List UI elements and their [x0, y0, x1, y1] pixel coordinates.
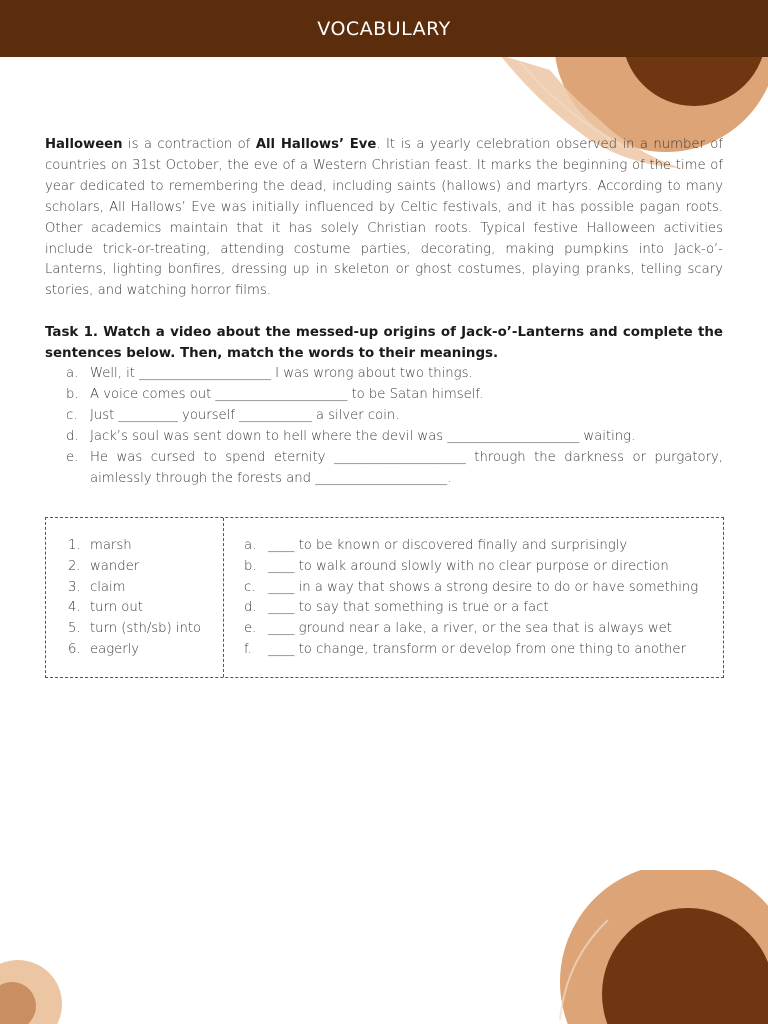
sentence-item [45, 385, 723, 406]
meaning-marker: f. [244, 641, 252, 657]
intro-text-2: . It is a yearly celebration observed in a number of countries on 31st October, the eve of a Western Christian feast. It marks the beginning of the time of year dedicated to remembering the dead, including saints (hallows) and martyrs. According to many scholars, All Hallows’ Eve was initially influenced by Celtic festivals, and it has possible pagan roots. Other academics maintain that it has solely Christian roots. Typical festive Halloween activities include trick-or-treating, attending costume parties, decorating, making pumpkins into Jack-o’-Lanterns, lighting bonfires, dressing up in skeleton or ghost costumes, playing pranks, telling scary stories, and watching horror films. [45, 137, 724, 299]
sentence-item [45, 364, 723, 385]
word-text: eagerly [90, 641, 140, 657]
main-content [45, 135, 723, 490]
word-item [68, 557, 201, 578]
sentence-item [45, 406, 723, 427]
word-item [68, 640, 201, 661]
meaning-item [244, 619, 698, 640]
meaning-item [244, 557, 698, 578]
word-list [68, 536, 201, 661]
meaning-item [244, 578, 698, 599]
word-number: 4. [68, 600, 81, 616]
meaning-item [244, 536, 698, 557]
word-text: wander [90, 558, 140, 574]
word-text: turn (sth/sb) into [90, 621, 202, 637]
word-number: 6. [68, 641, 81, 657]
table-divider [223, 518, 224, 677]
word-item [68, 536, 201, 557]
sentence-text: Well, it ____________________ I was wrong about two things. [90, 366, 473, 382]
sentence-text: Jack’s soul was sent down to hell where the devil was ____________________ waiting. [90, 428, 636, 444]
meaning-text: ____ to say that something is true or a fact [268, 600, 549, 616]
word-text: turn out [90, 600, 143, 616]
meaning-marker: a. [244, 538, 257, 553]
bottom-right-brush-decoration [548, 870, 768, 1024]
header-bar [0, 0, 768, 57]
meaning-marker: c. [244, 579, 256, 595]
word-number: 1. [68, 538, 81, 553]
meaning-item [244, 640, 698, 661]
meaning-text: ____ ground near a lake, a river, or the sea that is always wet [268, 621, 672, 637]
meaning-item [244, 598, 698, 619]
word-item [68, 578, 201, 599]
word-number: 5. [68, 621, 81, 637]
intro-paragraph [45, 135, 723, 302]
sentence-marker: e. [66, 449, 79, 465]
bottom-left-brush-decoration [0, 954, 64, 1024]
sentence-marker: a. [66, 366, 79, 382]
meaning-text: ____ to be known or discovered finally and surprisingly [268, 538, 628, 553]
term-all-hallows-eve: All Hallows’ Eve [255, 137, 377, 152]
word-text: marsh [90, 538, 132, 553]
meaning-text: ____ in a way that shows a strong desire to do or have something [268, 579, 699, 595]
sentence-marker: c. [66, 408, 78, 424]
meaning-text: ____ to change, transform or develop from one thing to another [268, 641, 686, 657]
page-title: VOCABULARY [317, 18, 451, 40]
intro-text-1: is a contraction of [122, 137, 256, 152]
word-item [68, 619, 201, 640]
meaning-list [244, 536, 698, 661]
sentence-text: A voice comes out ____________________ to be Satan himself. [90, 387, 484, 403]
word-number: 2. [68, 558, 81, 574]
sentence-item [45, 448, 723, 490]
sentence-text: Just _________ yourself ___________ a silver coin. [90, 408, 400, 424]
task-title: Task 1. Watch a video about the messed-up origins of Jack-o’-Lanterns and complete the sentences below. Then, match the words to their meanings. [45, 325, 723, 362]
sentence-text: He was cursed to spend eternity ____________________ through the darkness or purgatory, aimlessly through the forests and ____________________. [90, 449, 723, 486]
sentence-marker: d. [66, 428, 79, 444]
term-halloween: Halloween [45, 137, 123, 152]
matching-table [45, 517, 724, 678]
meaning-text: ____ to walk around slowly with no clear purpose or direction [268, 558, 669, 574]
sentence-list [45, 364, 723, 489]
meaning-marker: d. [244, 600, 257, 616]
meaning-marker: b. [244, 558, 257, 574]
sentence-item [45, 427, 723, 448]
word-text: claim [90, 579, 126, 595]
meaning-marker: e. [244, 621, 257, 637]
word-number: 3. [68, 579, 81, 595]
word-item [68, 598, 201, 619]
sentence-marker: b. [66, 387, 79, 403]
